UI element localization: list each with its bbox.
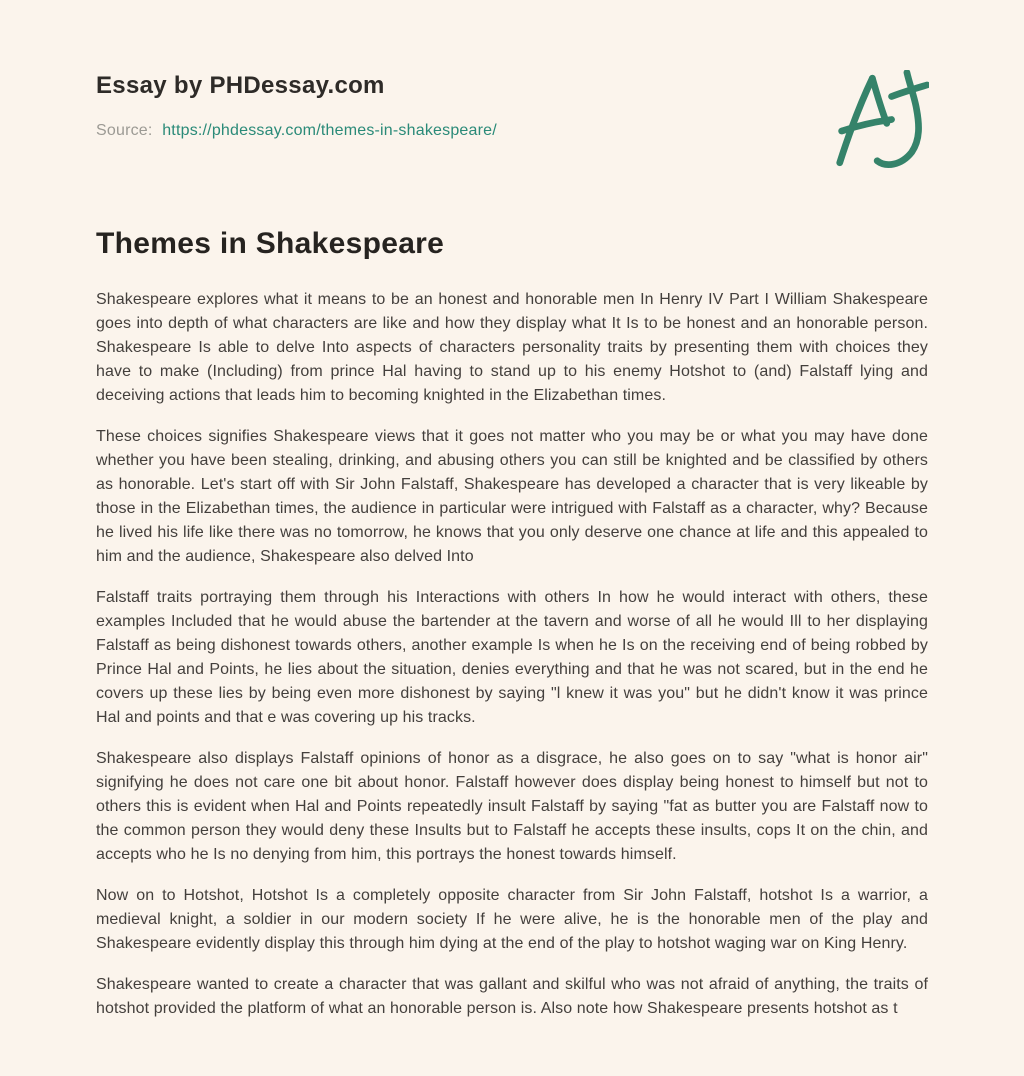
essay-paragraph-3: Falstaff traits portraying them through his Interactions with others In how he would interact with others, these examples Included that he would abuse the bartender at the tavern and worse of all he would Ill to her displaying Falstaff as being dishonest towards others, another example Is when he Is on the receiving end of being robbed by Prince Hal and Points, he lies about the situation, denies everything and that he was not scared, but in the end he covers up these lies by being even more dishonest by saying "l knew it was you" but he didn't know it was prince Hal and points and that e was covering up his tracks. bbox=[96, 589, 928, 727]
phdessay-a-plus-logo-icon bbox=[833, 70, 929, 170]
site-title: Essay by PHDessay.com bbox=[96, 72, 385, 99]
page-header bbox=[96, 72, 928, 140]
essay-paragraph-2: These choices signifies Shakespeare views that it goes not matter who you may be or what you may have done whether you have been stealing, drinking, and abusing others you can still be knighted and be classified by others as honorable. Let's start off with Sir John Falstaff, Shakespeare has developed a character that is very likeable by those in the Elizabethan times, the audience in particular were intrigued with Falstaff as a character, why? Because he lived his life like there was no tomorrow, he knows that you only deserve one chance at life and this appealed to him and the audience, Shakespeare also delved Into bbox=[96, 428, 928, 566]
source-line bbox=[96, 122, 928, 140]
essay-content bbox=[96, 227, 928, 1022]
essay-paragraph-4: Shakespeare also displays Falstaff opinions of honor as a disgrace, he also goes on to say "what is honor air" signifying he does not care one bit about honor. Falstaff however does display being honest to himself but not to others this is evident when Hal and Points repeatedly insult Falstaff by saying "fat as butter you are Falstaff now to the common person they would deny these Insults but to Falstaff he accepts these insults, cops It on the chin, and accepts who he Is no denying from him, this portrays the honest towards himself. bbox=[96, 750, 928, 864]
essay-paragraph-6: Shakespeare wanted to create a character that was gallant and skilful who was not afraid of anything, the traits of hotshot provided the platform of what an honorable person is. Also note how Shakespeare presents hotshot as t bbox=[96, 976, 928, 1018]
essay-body bbox=[96, 288, 928, 1021]
source-link[interactable]: https://phdessay.com/themes-in-shakespeare/ bbox=[162, 121, 497, 139]
essay-title: Themes in Shakespeare bbox=[96, 226, 445, 260]
essay-paragraph-1: Shakespeare explores what it means to be an honest and honorable men In Henry IV Part I William Shakespeare goes into depth of what characters are like and how they display what It Is to be honest and an honorable person. Shakespeare Is able to delve Into aspects of characters personality traits by presenting them with choices they have to make (Including) from prince Hal having to stand up to his enemy Hotshot to (and) Falstaff lying and deceiving actions that leads him to becoming knighted in the Elizabethan times. bbox=[96, 291, 928, 405]
essay-paragraph-5: Now on to Hotshot, Hotshot Is a completely opposite character from Sir John Falstaff, hotshot Is a warrior, a medieval knight, a soldier in our modern society If he were alive, he is the honorable men of the play and Shakespeare evidently display this through him dying at the end of the play to hotshot waging war on King Henry. bbox=[96, 887, 928, 953]
source-label: Source: bbox=[96, 121, 153, 139]
